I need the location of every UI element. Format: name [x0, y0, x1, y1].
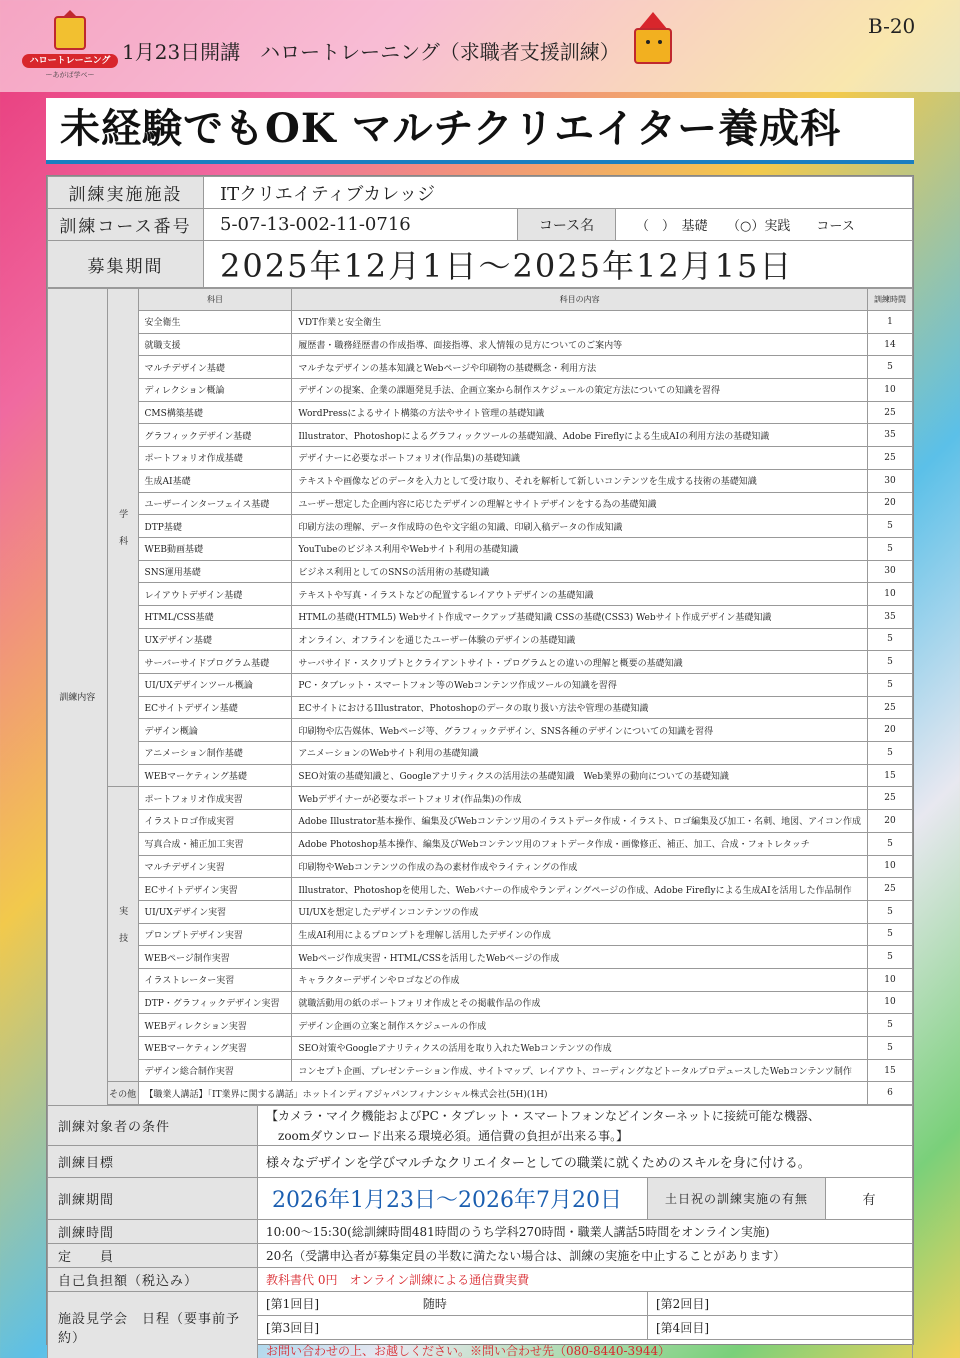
- cost-value: 教科書代 0円 オンライン訓練による通信費実費: [258, 1268, 913, 1292]
- subject-cell: マルチデザイン基礎: [138, 356, 292, 379]
- content-cell: オンライン、オフラインを通じたユーザー体験のデザインの基礎知識: [292, 628, 868, 651]
- practical-row: [48, 878, 913, 901]
- curriculum-table: [47, 288, 913, 1105]
- academic-row: [48, 674, 913, 697]
- content-cell: HTMLの基礎(HTML5) Webサイト作成マークアップ基礎知識 CSSの基礎(CSS3) Webサイト作成デザイン基礎知識: [292, 605, 868, 628]
- content-cell: PC・タブレット・スマートフォン等のWebコンテンツ作成ツールの知識を習得: [292, 674, 868, 697]
- practical-row: [48, 787, 913, 810]
- title-underline: [46, 160, 914, 164]
- subject-cell: イラストレーター実習: [138, 968, 292, 991]
- practical-row: [48, 1014, 913, 1037]
- goal-label: 訓練目標: [48, 1146, 258, 1178]
- hours-cell: 5: [867, 1037, 912, 1060]
- academic-row: [48, 356, 913, 379]
- academic-label: 学科: [117, 509, 128, 564]
- hours-cell: 10: [867, 379, 912, 402]
- hours-cell: 5: [867, 742, 912, 765]
- course-open-text: 1月23日開講 ハロートレーニング（求職者支援訓練）: [122, 40, 620, 64]
- hours-cell: 10: [867, 968, 912, 991]
- academic-row: [48, 537, 913, 560]
- capacity-label: 定 員: [48, 1244, 258, 1268]
- hours-cell: 5: [867, 946, 912, 969]
- content-cell: YouTubeのビジネス利用やWebサイト利用の基礎知識: [292, 537, 868, 560]
- academic-row: [48, 469, 913, 492]
- time-label: 訓練時間: [48, 1220, 258, 1244]
- content-cell: Illustrator、Photoshopによるグラフィックツールの基礎知識、Adobe Fireflyによる生成AIの利用方法の基礎知識: [292, 424, 868, 447]
- col-content-header: 科目の内容: [292, 289, 868, 311]
- visit-4: [第4回目]: [648, 1316, 913, 1340]
- practical-row: [48, 900, 913, 923]
- hours-cell: 10: [867, 855, 912, 878]
- hours-cell: 5: [867, 900, 912, 923]
- subject-cell: WEBページ制作実習: [138, 946, 292, 969]
- hours-cell: 14: [867, 333, 912, 356]
- subject-cell: 就職支援: [138, 333, 292, 356]
- subject-cell: WEBマーケティング実習: [138, 1037, 292, 1060]
- course-sheet: [46, 175, 914, 1358]
- academic-row: [48, 515, 913, 538]
- visit-3: [第3回目]: [258, 1316, 648, 1340]
- subject-cell: マルチデザイン実習: [138, 855, 292, 878]
- visit-1-value: 随時: [422, 1297, 447, 1312]
- practical-row: [48, 946, 913, 969]
- period-label: 訓練期間: [48, 1178, 258, 1220]
- content-cell: 生成AI利用によるプロンプトを理解し活用したデザインの作成: [292, 923, 868, 946]
- hours-cell: 20: [867, 492, 912, 515]
- hours-cell: 35: [867, 424, 912, 447]
- practical-row: [48, 991, 913, 1014]
- logo-subtext: ーあがば学べー: [45, 71, 95, 79]
- visit-1-label: [第1回目]: [266, 1297, 319, 1312]
- hours-cell: 30: [867, 469, 912, 492]
- recruit-label: 募集期間: [48, 241, 204, 288]
- subject-cell: プロンプトデザイン実習: [138, 923, 292, 946]
- practical-label: 実技: [117, 905, 128, 960]
- subject-cell: イラストロゴ作成実習: [138, 810, 292, 833]
- content-cell: 印刷物や広告媒体、Webページ等、グラフィックデザイン、SNS各種のデザインについての知識を習得: [292, 719, 868, 742]
- content-cell: テキストや写真・イラストなどの配置するレイアウトデザインの基礎知識: [292, 583, 868, 606]
- content-cell: 印刷物やWebコンテンツの作成の為の素材作成やライティングの作成: [292, 855, 868, 878]
- curriculum-section-label: 訓練内容: [48, 289, 108, 1105]
- hours-cell: 5: [867, 515, 912, 538]
- subject-cell: 生成AI基礎: [138, 469, 292, 492]
- goal-value: 様々なデザインを学びマルチなクリエイターとしての職業に就くためのスキルを身に付ける。: [258, 1146, 913, 1178]
- hours-cell: 5: [867, 832, 912, 855]
- content-cell: WordPressによるサイト構築の方法やサイト管理の基礎知識: [292, 401, 868, 424]
- content-cell: SEO対策の基礎知識と、Googleアナリティクスの活用法の基礎知識 Web業界の動向についての基礎知識: [292, 764, 868, 787]
- hours-cell: 25: [867, 696, 912, 719]
- contact-info: お問い合わせの上、お越しください。※問い合わせ先（080-8440-3944）: [258, 1340, 913, 1358]
- recruit-period: 2025年12月1日～2025年12月15日: [204, 241, 913, 288]
- other-row: [48, 1082, 913, 1105]
- academic-row: [48, 651, 913, 674]
- cost-label: 自己負担額（税込み）: [48, 1268, 258, 1292]
- content-cell: キャラクターデザインやロゴなどの作成: [292, 968, 868, 991]
- mascot-eye: [658, 40, 662, 44]
- hours-cell: 5: [867, 923, 912, 946]
- academic-side-label: [107, 289, 138, 787]
- content-cell: デザイナーに必要なポートフォリオ(作品集)の基礎知識: [292, 447, 868, 470]
- academic-row: [48, 311, 913, 334]
- content-cell: 印刷方法の理解、データ作成時の色や文字組の知識、印刷入稿データの作成知識: [292, 515, 868, 538]
- content-cell: VDT作業と安全衛生: [292, 311, 868, 334]
- subject-cell: UXデザイン基礎: [138, 628, 292, 651]
- target-line-2: zoomダウンロード出来る環境必須。通信費の負担が出来る事。】: [258, 1126, 913, 1146]
- logo-text: ハロートレーニング: [22, 54, 118, 68]
- hello-training-logo: [22, 10, 118, 80]
- academic-row: [48, 333, 913, 356]
- visit-label: 施設見学会 日程（要事前予約）: [48, 1292, 258, 1358]
- subject-cell: ポートフォリオ作成基礎: [138, 447, 292, 470]
- weekend-label: 土日祝の訓練実施の有無: [648, 1178, 826, 1220]
- course-no-value: 5-07-13-002-11-0716: [204, 209, 518, 241]
- subject-cell: ECサイトデザイン実習: [138, 878, 292, 901]
- content-cell: デザインの提案、企業の課題発見手法、企画立案から制作スケジュールの策定方法についての知識を習得: [292, 379, 868, 402]
- subject-cell: デザイン概論: [138, 719, 292, 742]
- capacity-value: 20名（受講申込者が募集定員の半数に満たない場合は、訓練の実施を中止することがあります）: [258, 1244, 913, 1268]
- content-cell: ECサイトにおけるIllustrator、Photoshopのデータの取り扱い方法や管理の基礎知識: [292, 696, 868, 719]
- content-cell: アニメーションのWebサイト利用の基礎知識: [292, 742, 868, 765]
- page-code: B-20: [868, 14, 916, 38]
- practical-side-label: [107, 787, 138, 1082]
- academic-row: [48, 628, 913, 651]
- subject-cell: アニメーション制作基礎: [138, 742, 292, 765]
- subject-cell: ユーザーインターフェイス基礎: [138, 492, 292, 515]
- subject-cell: UI/UXデザイン実習: [138, 900, 292, 923]
- visit-2: [第2回目]: [648, 1292, 913, 1316]
- facility-label: 訓練実施施設: [48, 177, 204, 209]
- hours-cell: 1: [867, 311, 912, 334]
- course-no-label: 訓練コース番号: [48, 209, 204, 241]
- hours-cell: 25: [867, 878, 912, 901]
- hours-cell: 20: [867, 810, 912, 833]
- content-cell: Adobe Photoshop基本操作、編集及びWebコンテンツ用のフォトデータ作成・画像修正、補正、加工、合成・フォトレタッチ: [292, 832, 868, 855]
- hours-cell: 5: [867, 356, 912, 379]
- academic-row: [48, 492, 913, 515]
- hours-cell: 5: [867, 651, 912, 674]
- hours-cell: 10: [867, 583, 912, 606]
- col-hours-header: 訓練時間: [867, 289, 912, 311]
- hours-cell: 30: [867, 560, 912, 583]
- academic-row: [48, 742, 913, 765]
- practical-row: [48, 810, 913, 833]
- subject-cell: レイアウトデザイン基礎: [138, 583, 292, 606]
- content-cell: サーバサイド・スクリプトとクライアントサイト・プログラムとの違いの理解と概要の基礎知識: [292, 651, 868, 674]
- subject-cell: DTP基礎: [138, 515, 292, 538]
- content-cell: ユーザー想定した企画内容に応じたデザインの理解とサイトデザインをする為の基礎知識: [292, 492, 868, 515]
- course-name-label: コース名: [518, 209, 616, 241]
- academic-row: [48, 696, 913, 719]
- content-cell: 就職活動用の紙のポートフォリオ作成とその掲載作品の作成: [292, 991, 868, 1014]
- academic-row: [48, 424, 913, 447]
- academic-row: [48, 719, 913, 742]
- facility-value: ITクリエイティブカレッジ: [204, 177, 913, 209]
- subject-cell: HTML/CSS基礎: [138, 605, 292, 628]
- content-cell: デザイン企画の立案と制作スケジュールの作成: [292, 1014, 868, 1037]
- logo-face-icon: [54, 16, 86, 50]
- subject-cell: DTP・グラフィックデザイン実習: [138, 991, 292, 1014]
- content-cell: Webデザイナーが必要なポートフォリオ(作品集)の作成: [292, 787, 868, 810]
- mascot-icon: [622, 12, 686, 76]
- course-type: （ ） 基礎 （○）実践 コース: [616, 209, 913, 241]
- subject-cell: CMS構築基礎: [138, 401, 292, 424]
- other-content: 【職業人講話】「IT業界に関する講話」ホットインディアジャパンフィナンシャル株式会社(5H)(1H): [138, 1082, 867, 1105]
- weekend-value: 有: [826, 1178, 913, 1220]
- subject-cell: 安全衛生: [138, 311, 292, 334]
- content-cell: SEO対策やGoogleアナリティクスの活用を取り入れたWebコンテンツの作成: [292, 1037, 868, 1060]
- hours-cell: 25: [867, 447, 912, 470]
- course-details: [47, 1105, 913, 1358]
- subject-cell: WEBマーケティング基礎: [138, 764, 292, 787]
- academic-row: [48, 379, 913, 402]
- other-label: その他: [107, 1082, 138, 1105]
- practical-row: [48, 968, 913, 991]
- practical-row: [48, 855, 913, 878]
- content-cell: テキストや画像などのデータを入力として受け取り、それを解析して新しいコンテンツを生成する技術の基礎知識: [292, 469, 868, 492]
- subject-cell: グラフィックデザイン基礎: [138, 424, 292, 447]
- subject-cell: UI/UXデザインツール概論: [138, 674, 292, 697]
- hours-cell: 5: [867, 628, 912, 651]
- subject-cell: サーバーサイドプログラム基礎: [138, 651, 292, 674]
- hours-cell: 20: [867, 719, 912, 742]
- hours-cell: 10: [867, 991, 912, 1014]
- academic-row: [48, 401, 913, 424]
- hours-cell: 5: [867, 537, 912, 560]
- academic-row: [48, 447, 913, 470]
- target-line-1: 【カメラ・マイク機能およびPC・タブレット・スマートフォンなどインターネットに接続可能な機器、: [258, 1106, 913, 1126]
- time-value: 10:00～15:30(総訓練時間481時間のうち学科270時間・職業人講話5時間をオンライン実施): [258, 1220, 913, 1244]
- content-cell: 履歴書・職務経歴書の作成指導、面接指導、求人情報の見方についてのご案内等: [292, 333, 868, 356]
- academic-row: [48, 764, 913, 787]
- content-cell: Illustrator、Photoshopを使用した、Webバナーの作成やランディングページの作成、Adobe Fireflyによる生成AIを活用した作品制作: [292, 878, 868, 901]
- content-cell: Webページ作成実習・HTML/CSSを活用したWebページの作成: [292, 946, 868, 969]
- hours-cell: 25: [867, 401, 912, 424]
- content-cell: コンセプト企画、プレゼンテーション作成、サイトマップ、レイアウト、コーディングなどトータルプロデュースしたWebコンテンツ制作: [292, 1059, 868, 1082]
- practical-row: [48, 832, 913, 855]
- target-label: 訓練対象者の条件: [48, 1106, 258, 1146]
- practical-row: [48, 1059, 913, 1082]
- subject-cell: ディレクション概論: [138, 379, 292, 402]
- subject-cell: ポートフォリオ作成実習: [138, 787, 292, 810]
- content-cell: UI/UXを想定したデザインコンテンツの作成: [292, 900, 868, 923]
- title-box: [46, 98, 914, 160]
- col-subject-header: 科目: [138, 289, 292, 311]
- subject-cell: 写真合成・補正加工実習: [138, 832, 292, 855]
- page-title: 未経験でもOK マルチクリエイター養成科: [60, 105, 842, 152]
- hours-cell: 25: [867, 787, 912, 810]
- mascot-face: [634, 28, 672, 64]
- course-info: [47, 176, 913, 288]
- hours-cell: 15: [867, 764, 912, 787]
- mascot-eye: [646, 40, 650, 44]
- hours-cell: 5: [867, 1014, 912, 1037]
- hours-cell: 35: [867, 605, 912, 628]
- subject-cell: WEBディレクション実習: [138, 1014, 292, 1037]
- subject-cell: デザイン総合制作実習: [138, 1059, 292, 1082]
- hours-cell: 15: [867, 1059, 912, 1082]
- subject-cell: ECサイトデザイン基礎: [138, 696, 292, 719]
- content-cell: Adobe Illustrator基本操作、編集及びWebコンテンツ用のイラストデータ作成・イラスト、ロゴ編集及び加工・名刺、地図、アイコン作成: [292, 810, 868, 833]
- academic-row: [48, 583, 913, 606]
- content-cell: マルチなデザインの基本知識とWebページや印刷物の基礎概念・利用方法: [292, 356, 868, 379]
- visit-1: [258, 1292, 648, 1316]
- subject-cell: SNS運用基礎: [138, 560, 292, 583]
- period-value: 2026年1月23日～2026年7月20日: [258, 1178, 648, 1220]
- other-hours: 6: [867, 1082, 912, 1105]
- practical-row: [48, 923, 913, 946]
- academic-row: [48, 605, 913, 628]
- content-cell: ビジネス利用としてのSNSの活用術の基礎知識: [292, 560, 868, 583]
- subject-cell: WEB動画基礎: [138, 537, 292, 560]
- practical-row: [48, 1037, 913, 1060]
- academic-row: [48, 560, 913, 583]
- hours-cell: 5: [867, 674, 912, 697]
